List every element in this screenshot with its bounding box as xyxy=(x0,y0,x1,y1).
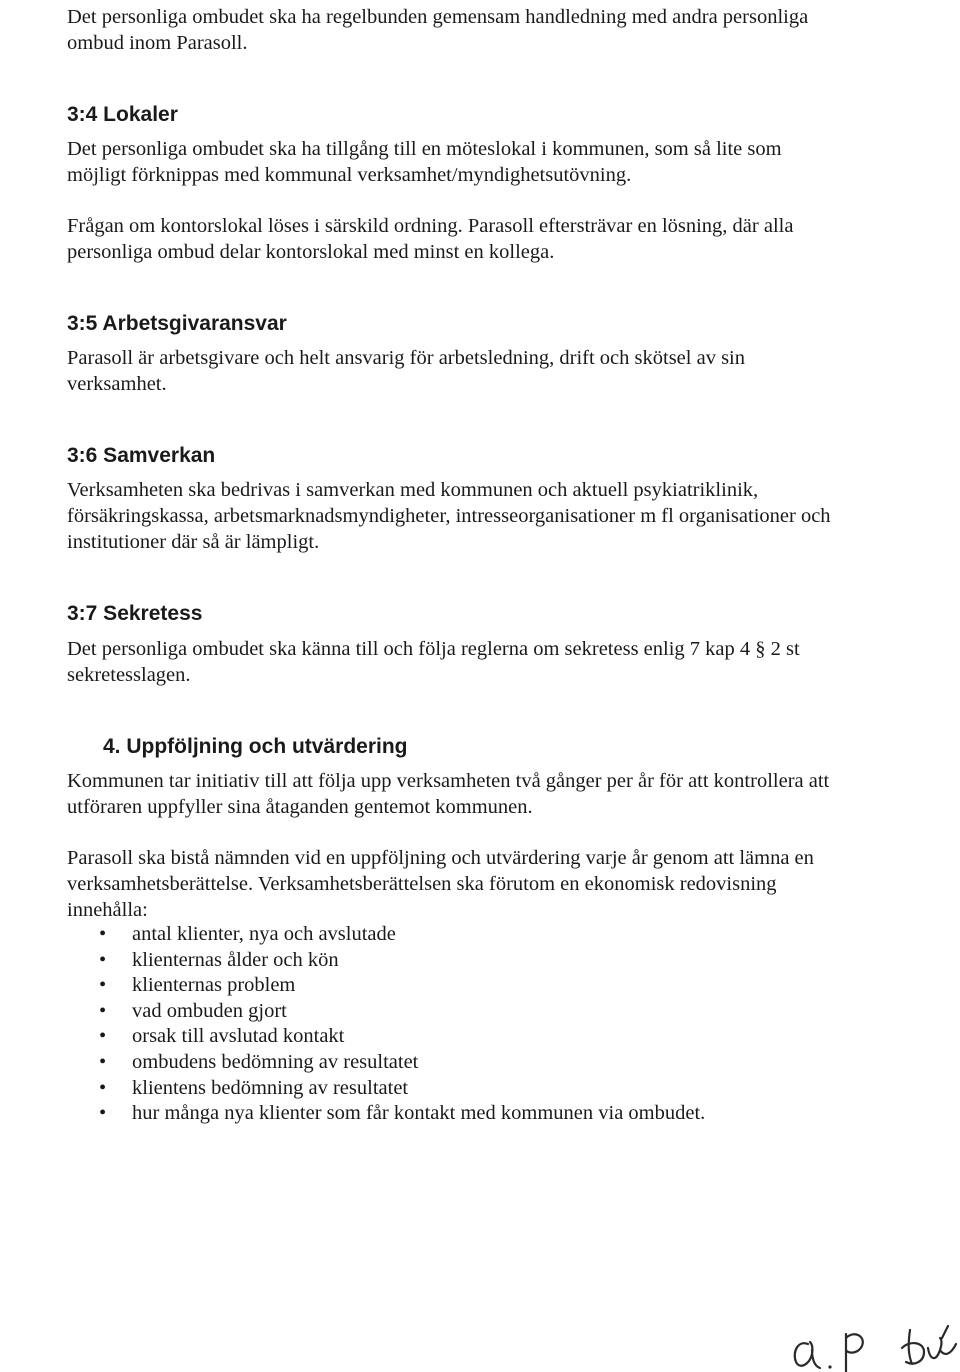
samverkan-paragraph xyxy=(67,477,937,555)
text-line: ombud inom Parasoll. xyxy=(67,32,248,54)
bullet-icon: • xyxy=(99,1102,107,1125)
list-item xyxy=(67,998,705,1024)
text-line: verksamhet. xyxy=(67,373,167,395)
lokaler-paragraph-2 xyxy=(67,213,937,265)
list-item-text: hur många nya klienter som får kontakt med kommunen via ombudet. xyxy=(132,1102,706,1125)
list-item-text: klienternas problem xyxy=(132,974,296,997)
text-line: verksamhetsberättelse. Verksamhetsberättelsen ska förutom en ekonomisk redovisning xyxy=(67,873,777,895)
list-item-text: ombudens bedömning av resultatet xyxy=(132,1050,419,1073)
lokaler-paragraph-1 xyxy=(67,136,937,188)
list-item-text: klientens bedömning av resultatet xyxy=(132,1076,409,1099)
list-item xyxy=(67,1049,705,1075)
section-heading-lokaler: 3:4 Lokaler xyxy=(67,103,178,126)
text-line: möjligt förknippas med kommunal verksamhet/myndighetsutövning. xyxy=(67,164,632,186)
uppfoljning-paragraph-1 xyxy=(67,768,937,820)
handwritten-initials-signature xyxy=(790,1304,960,1372)
list-item-text: klienternas ålder och kön xyxy=(132,948,339,971)
text-line: Kommunen tar initiativ till att följa upp verksamheten två gånger per år för att kontrollera att xyxy=(67,770,830,792)
arbetsgivaransvar-paragraph xyxy=(67,345,937,397)
text-line: Det personliga ombudet ska ha tillgång till en möteslokal i kommunen, som så lite som xyxy=(67,138,782,160)
text-line: Verksamheten ska bedrivas i samverkan med kommunen och aktuell psykiatriklinik, xyxy=(67,479,759,501)
text-line: Det personliga ombudet ska känna till och följa reglerna om sekretess enlig 7 kap 4 § 2 st xyxy=(67,638,800,660)
bullet-icon: • xyxy=(99,999,107,1022)
text-line: Frågan om kontorslokal löses i särskild ordning. Parasoll eftersträvar en lösning, där alla xyxy=(67,215,794,237)
bullet-icon: • xyxy=(99,974,107,997)
section-heading-uppfoljning: 4. Uppföljning och utvärdering xyxy=(103,735,408,758)
bullet-icon: • xyxy=(99,1025,107,1048)
uppfoljning-paragraph-2 xyxy=(67,845,937,923)
list-item-text: vad ombuden gjort xyxy=(132,999,287,1022)
list-item xyxy=(67,1075,705,1101)
bullet-icon: • xyxy=(99,948,107,971)
text-line: personliga ombud delar kontorslokal med minst en kollega. xyxy=(67,241,555,263)
list-item-text: antal klienter, nya och avslutade xyxy=(132,923,396,945)
section-heading-samverkan: 3:6 Samverkan xyxy=(67,444,216,467)
section-heading-arbetsgivaransvar: 3:5 Arbetsgivaransvar xyxy=(67,312,287,335)
list-item xyxy=(67,921,705,947)
text-line: försäkringskassa, arbetsmarknadsmyndigheter, intresseorganisationer m fl organisationer och xyxy=(67,505,831,527)
list-item xyxy=(67,972,705,998)
bullet-icon: • xyxy=(99,1050,107,1073)
text-line: Parasoll är arbetsgivare och helt ansvarig för arbetsledning, drift och skötsel av sin xyxy=(67,347,746,369)
text-line: innehålla: xyxy=(67,899,148,921)
list-item-text: orsak till avslutad kontakt xyxy=(132,1025,345,1048)
text-line: sekretesslagen. xyxy=(67,664,191,686)
sekretess-paragraph xyxy=(67,636,937,688)
bullet-icon: • xyxy=(99,923,107,945)
list-item xyxy=(67,1023,705,1049)
text-line: institutioner där så är lämpligt. xyxy=(67,531,320,553)
intro-paragraph xyxy=(67,4,937,56)
text-line: Parasoll ska bistå nämnden vid en uppföljning och utvärdering varje år genom att lämna en xyxy=(67,847,814,869)
section-heading-sekretess: 3:7 Sekretess xyxy=(67,602,203,625)
bullet-icon: • xyxy=(99,1076,107,1099)
text-line: Det personliga ombudet ska ha regelbunden gemensam handledning med andra personliga xyxy=(67,6,809,28)
list-item xyxy=(67,1100,705,1126)
list-item xyxy=(67,947,705,973)
text-line: utföraren uppfyller sina åtaganden gentemot kommunen. xyxy=(67,796,533,818)
report-contents-list xyxy=(67,921,705,1126)
